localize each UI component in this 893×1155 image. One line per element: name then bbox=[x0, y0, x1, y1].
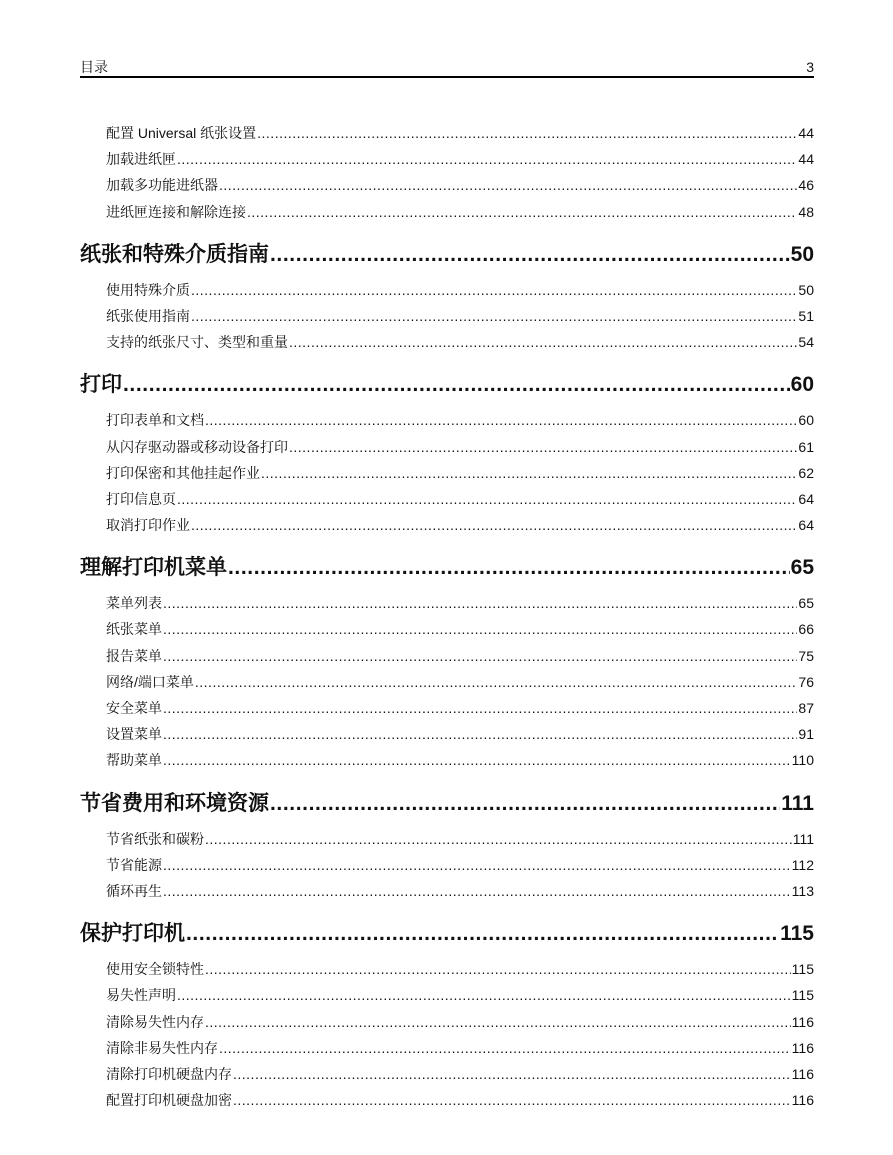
toc-entry-page: 61 bbox=[798, 438, 814, 455]
toc-entry-title: 加载多功能进纸器 bbox=[106, 177, 218, 194]
toc-entry[interactable] bbox=[80, 460, 814, 486]
toc-entry[interactable] bbox=[80, 1061, 814, 1087]
toc-entry-page: 44 bbox=[798, 125, 814, 141]
dot-leader bbox=[219, 172, 797, 198]
toc-entry-page: 50 bbox=[798, 281, 814, 298]
toc-entry-title: 支持的纸张尺寸、类型和重量 bbox=[106, 334, 288, 351]
toc-entry[interactable] bbox=[80, 826, 814, 852]
dot-leader bbox=[177, 146, 797, 172]
toc-entry-title: 进纸匣连接和解除连接 bbox=[106, 203, 246, 220]
toc-entry-title: 清除易失性内存 bbox=[106, 1013, 204, 1030]
dot-leader bbox=[205, 1009, 791, 1035]
toc-entry-title: 使用安全锁特性 bbox=[106, 961, 204, 978]
toc-entry[interactable] bbox=[80, 695, 814, 721]
header-page-number: 3 bbox=[806, 59, 814, 75]
table-of-contents bbox=[80, 120, 814, 1121]
toc-entry-title: 打印信息页 bbox=[106, 490, 176, 507]
toc-entry-title: 清除打印机硬盘内存 bbox=[106, 1065, 232, 1082]
toc-entry-page: 116 bbox=[791, 1013, 814, 1030]
toc-entry[interactable] bbox=[80, 277, 814, 303]
toc-chapter-title: 打印 bbox=[80, 373, 122, 397]
toc-entry-page: 64 bbox=[798, 517, 814, 534]
toc-entry-page: 116 bbox=[791, 1039, 814, 1056]
toc-entry-title: 报告菜单 bbox=[106, 647, 162, 664]
toc-entry-page: 113 bbox=[791, 882, 814, 899]
toc-entry-page: 46 bbox=[798, 177, 814, 194]
toc-entry-page: 111 bbox=[792, 830, 814, 847]
toc-entry-page: 48 bbox=[798, 203, 814, 220]
dot-leader bbox=[163, 747, 791, 773]
toc-entry-page: 76 bbox=[798, 673, 814, 690]
dot-leader bbox=[195, 669, 798, 695]
toc-section bbox=[80, 233, 814, 356]
dot-leader bbox=[186, 912, 779, 956]
header-title: 目录 bbox=[80, 59, 108, 75]
toc-entry[interactable] bbox=[80, 643, 814, 669]
toc-entry[interactable] bbox=[80, 407, 814, 433]
dot-leader bbox=[191, 512, 797, 538]
toc-entry[interactable] bbox=[80, 956, 814, 982]
toc-entry-page: 54 bbox=[798, 334, 814, 351]
toc-chapter-entry[interactable] bbox=[80, 782, 814, 826]
dot-leader bbox=[123, 363, 790, 407]
toc-entry-page: 75 bbox=[798, 647, 814, 664]
dot-leader bbox=[163, 852, 791, 878]
toc-entry[interactable] bbox=[80, 120, 814, 146]
toc-entry[interactable] bbox=[80, 172, 814, 198]
toc-entry[interactable] bbox=[80, 669, 814, 695]
toc-entry[interactable] bbox=[80, 982, 814, 1008]
toc-entry-title: 清除非易失性内存 bbox=[106, 1039, 218, 1056]
toc-entry[interactable] bbox=[80, 146, 814, 172]
toc-entry-title: 设置菜单 bbox=[106, 726, 162, 743]
toc-entry[interactable] bbox=[80, 199, 814, 225]
toc-section bbox=[80, 912, 814, 1113]
toc-entry[interactable] bbox=[80, 721, 814, 747]
dot-leader bbox=[163, 721, 797, 747]
toc-entry-title: 纸张菜单 bbox=[106, 621, 162, 638]
dot-leader bbox=[247, 199, 797, 225]
dot-leader bbox=[205, 956, 791, 982]
dot-leader bbox=[233, 1061, 791, 1087]
toc-entry-title: 配置 Universal 纸张设置 bbox=[106, 125, 257, 141]
dot-leader bbox=[219, 1035, 791, 1061]
toc-entry[interactable] bbox=[80, 878, 814, 904]
toc-entry-page: 62 bbox=[798, 464, 814, 481]
dot-leader bbox=[270, 233, 790, 277]
toc-entry[interactable] bbox=[80, 434, 814, 460]
toc-entry-page: 116 bbox=[791, 1065, 814, 1082]
dot-leader bbox=[163, 878, 791, 904]
toc-entry[interactable] bbox=[80, 1087, 814, 1113]
toc-section bbox=[80, 546, 814, 773]
toc-section bbox=[80, 120, 814, 225]
toc-entry-page: 66 bbox=[798, 621, 814, 638]
dot-leader bbox=[270, 782, 780, 826]
toc-entry-page: 44 bbox=[798, 151, 814, 168]
toc-chapter-title: 节省费用和环境资源 bbox=[80, 791, 269, 815]
toc-entry[interactable] bbox=[80, 747, 814, 773]
toc-entry-title: 帮助菜单 bbox=[106, 752, 162, 769]
toc-entry[interactable] bbox=[80, 1009, 814, 1035]
toc-chapter-entry[interactable] bbox=[80, 233, 814, 277]
toc-chapter-page: 50 bbox=[790, 242, 814, 266]
toc-entry[interactable] bbox=[80, 852, 814, 878]
toc-chapter-entry[interactable] bbox=[80, 546, 814, 590]
toc-chapter-page: 115 bbox=[780, 922, 814, 946]
toc-chapter-title: 保护打印机 bbox=[80, 922, 185, 946]
dot-leader bbox=[163, 590, 797, 616]
toc-entry[interactable] bbox=[80, 616, 814, 642]
toc-entry-title: 循环再生 bbox=[106, 882, 162, 899]
toc-entry-page: 110 bbox=[791, 752, 814, 769]
page-header bbox=[80, 58, 814, 78]
dot-leader bbox=[163, 616, 797, 642]
toc-entry-title: 安全菜单 bbox=[106, 700, 162, 716]
toc-entry[interactable] bbox=[80, 303, 814, 329]
toc-entry-page: 116 bbox=[791, 1092, 814, 1109]
toc-entry-page: 64 bbox=[798, 490, 814, 507]
toc-chapter-title: 纸张和特殊介质指南 bbox=[80, 242, 269, 266]
dot-leader bbox=[205, 407, 797, 433]
dot-leader bbox=[177, 982, 791, 1008]
toc-entry-title: 打印表单和文档 bbox=[106, 412, 204, 429]
toc-entry-page: 51 bbox=[798, 307, 814, 324]
dot-leader bbox=[191, 277, 797, 303]
toc-entry[interactable] bbox=[80, 590, 814, 616]
toc-chapter-page: 60 bbox=[790, 373, 814, 397]
toc-entry[interactable] bbox=[80, 486, 814, 512]
toc-entry-title: 节省能源 bbox=[106, 856, 162, 873]
toc-entry-title: 菜单列表 bbox=[106, 595, 162, 612]
toc-entry-page: 115 bbox=[791, 987, 814, 1004]
toc-entry[interactable] bbox=[80, 1035, 814, 1061]
toc-entry[interactable] bbox=[80, 329, 814, 355]
toc-entry-page: 87 bbox=[798, 700, 814, 716]
dot-leader bbox=[163, 643, 797, 669]
dot-leader bbox=[289, 434, 797, 460]
dot-leader bbox=[228, 546, 790, 590]
dot-leader bbox=[233, 1087, 791, 1113]
toc-chapter-page: 65 bbox=[790, 556, 814, 580]
toc-chapter-page: 111 bbox=[781, 791, 814, 815]
toc-chapter-title: 理解打印机菜单 bbox=[80, 556, 227, 580]
toc-chapter-entry[interactable] bbox=[80, 363, 814, 407]
dot-leader bbox=[289, 329, 797, 355]
toc-entry-title: 配置打印机硬盘加密 bbox=[106, 1092, 232, 1109]
dot-leader bbox=[163, 695, 797, 721]
toc-entry-page: 91 bbox=[798, 726, 814, 743]
toc-entry-title: 打印保密和其他挂起作业 bbox=[106, 464, 260, 481]
toc-entry-title: 取消打印作业 bbox=[106, 517, 190, 534]
dot-leader bbox=[261, 460, 797, 486]
toc-section bbox=[80, 363, 814, 538]
dot-leader bbox=[257, 120, 797, 146]
toc-entry[interactable] bbox=[80, 512, 814, 538]
toc-entry-title: 使用特殊介质 bbox=[106, 281, 190, 298]
toc-entry-title: 易失性声明 bbox=[106, 987, 176, 1004]
dot-leader bbox=[177, 486, 797, 512]
toc-entry-page: 115 bbox=[791, 961, 814, 978]
toc-entry-title: 加载进纸匣 bbox=[106, 151, 176, 168]
toc-section bbox=[80, 782, 814, 905]
toc-chapter-entry[interactable] bbox=[80, 912, 814, 956]
toc-entry-title: 节省纸张和碳粉 bbox=[106, 830, 204, 847]
dot-leader bbox=[191, 303, 797, 329]
toc-entry-title: 网络/端口菜单 bbox=[106, 673, 194, 690]
toc-entry-page: 65 bbox=[798, 595, 814, 612]
toc-entry-title: 从闪存驱动器或移动设备打印 bbox=[106, 438, 288, 455]
toc-entry-title: 纸张使用指南 bbox=[106, 307, 190, 324]
dot-leader bbox=[205, 826, 792, 852]
toc-entry-page: 60 bbox=[798, 412, 814, 429]
toc-entry-page: 112 bbox=[791, 856, 814, 873]
